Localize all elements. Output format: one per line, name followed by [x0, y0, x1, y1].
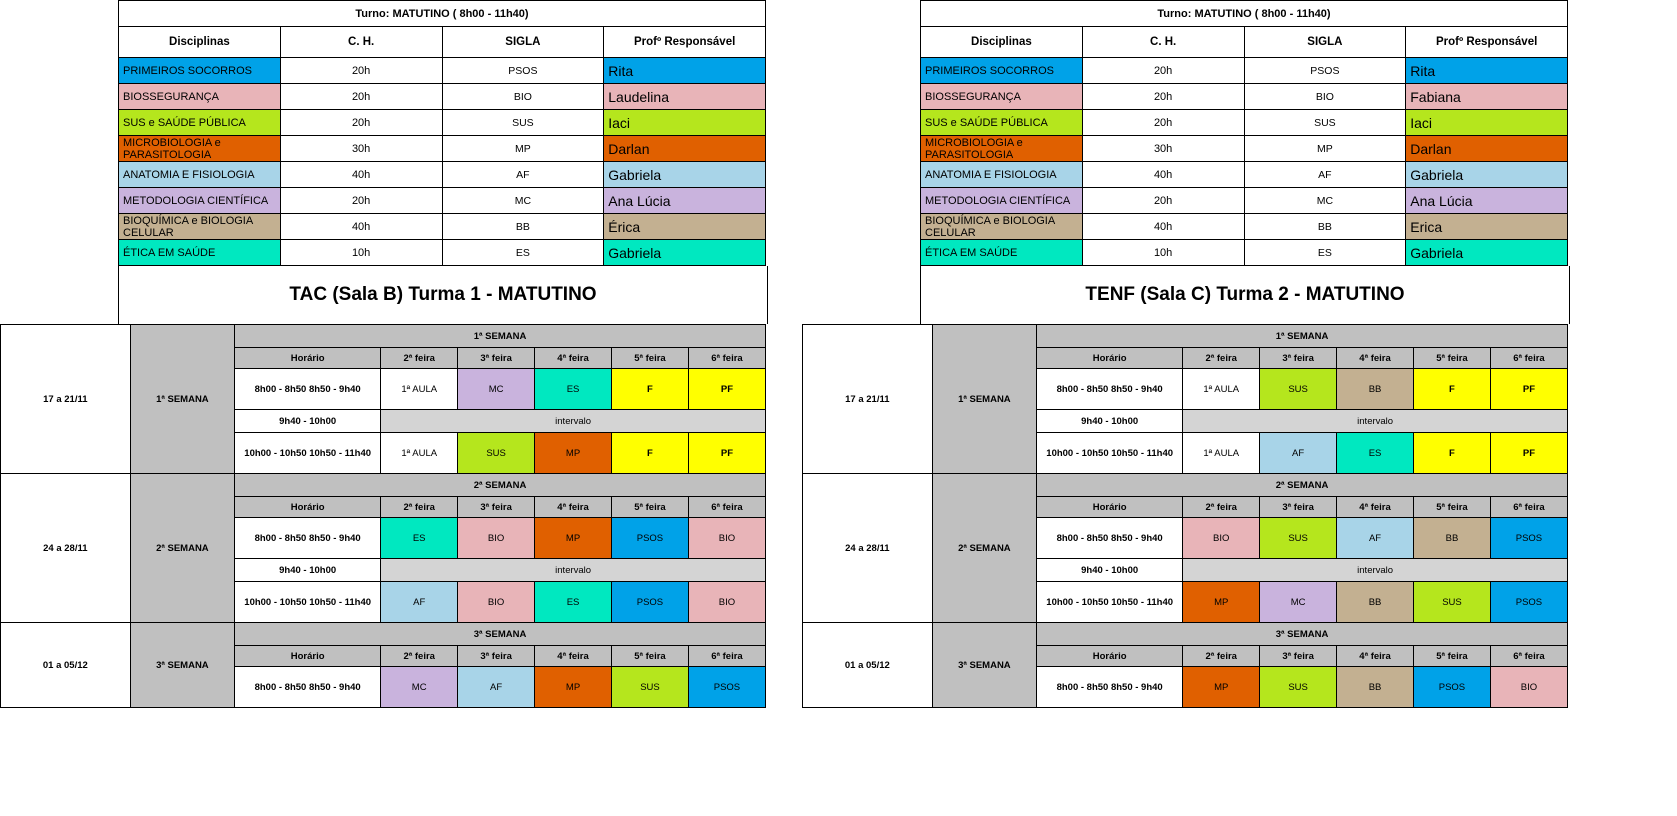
- schedule-cell: AF: [1260, 433, 1337, 474]
- schedule-cell: PSOS: [612, 582, 689, 623]
- week-banner-row: [1, 325, 766, 348]
- disciplina-name: BIOQUÍMICA e BIOLOGIA CELULAR: [119, 214, 281, 240]
- week-banner: 1ª SEMANA: [235, 325, 766, 348]
- week-banner: 2ª SEMANA: [1037, 474, 1568, 497]
- table-row: [921, 110, 1568, 136]
- schedule-cell: F: [1414, 369, 1491, 410]
- disciplina-prof: Iaci: [1406, 110, 1568, 136]
- disciplinas-header-cell: C. H.: [280, 27, 442, 58]
- disciplina-prof: Érica: [604, 214, 766, 240]
- day-header: Horário: [1037, 497, 1183, 518]
- week-date: 24 a 28/11: [1, 474, 131, 623]
- table-row: [119, 110, 766, 136]
- table-row: [921, 84, 1568, 110]
- week-date: 17 a 21/11: [1, 325, 131, 474]
- schedule-cell: SUS: [1260, 667, 1337, 708]
- day-header: 4ª feira: [535, 646, 612, 667]
- schedule-cell: PSOS: [1414, 667, 1491, 708]
- day-header: 5ª feira: [1414, 348, 1491, 369]
- disciplina-sigla: ES: [1244, 240, 1406, 266]
- schedule-cell: AF: [458, 667, 535, 708]
- time-slot-2: 10h00 - 10h50 10h50 - 11h40: [1037, 582, 1183, 623]
- disciplina-name: ANATOMIA E FISIOLOGIA: [921, 162, 1083, 188]
- day-header: 6ª feira: [1490, 348, 1567, 369]
- schedule-table: [802, 324, 1568, 708]
- disciplina-ch: 20h: [280, 84, 442, 110]
- day-header: 2ª feira: [381, 497, 458, 518]
- week-banner: 3ª SEMANA: [235, 623, 766, 646]
- day-header: Horário: [235, 646, 381, 667]
- schedule-cell: BIO: [688, 582, 765, 623]
- schedule-cell: MP: [1183, 582, 1260, 623]
- disciplinas-header-cell: Profº Responsável: [1406, 27, 1568, 58]
- week-banner-row: [803, 623, 1568, 646]
- disciplinas-header-cell: SIGLA: [442, 27, 604, 58]
- time-slot-1: 8h00 - 8h50 8h50 - 9h40: [1037, 667, 1183, 708]
- disciplina-prof: Gabriela: [1406, 162, 1568, 188]
- disciplinas-header-cell: C. H.: [1082, 27, 1244, 58]
- day-header: Horário: [235, 348, 381, 369]
- week-number: 1ª SEMANA: [130, 325, 234, 474]
- day-header: 6ª feira: [688, 646, 765, 667]
- table-row: [119, 84, 766, 110]
- schedule-cell: AF: [381, 582, 458, 623]
- day-header: Horário: [1037, 646, 1183, 667]
- week-number: 3ª SEMANA: [932, 623, 1036, 708]
- schedule-cell: SUS: [458, 433, 535, 474]
- schedule-cell: F: [612, 369, 689, 410]
- table-row: [921, 240, 1568, 266]
- week-banner: 1ª SEMANA: [1037, 325, 1568, 348]
- schedule-cell: AF: [1337, 518, 1414, 559]
- schedule-cell: SUS: [612, 667, 689, 708]
- disciplina-ch: 40h: [1082, 162, 1244, 188]
- disciplinas-header-cell: Disciplinas: [119, 27, 281, 58]
- disciplina-prof: Gabriela: [604, 162, 766, 188]
- disciplina-name: BIOSSEGURANÇA: [119, 84, 281, 110]
- table-row: [921, 188, 1568, 214]
- disciplina-prof: Darlan: [604, 136, 766, 162]
- schedule-cell: BIO: [688, 518, 765, 559]
- disciplina-name: ANATOMIA E FISIOLOGIA: [119, 162, 281, 188]
- disciplinas-table: [118, 0, 766, 266]
- day-header: 3ª feira: [1260, 497, 1337, 518]
- panel-turma-2: [844, 0, 1570, 708]
- intervalo-time: 9h40 - 10h00: [1037, 559, 1183, 582]
- day-header: 2ª feira: [1183, 646, 1260, 667]
- schedule-cell: BB: [1337, 667, 1414, 708]
- intervalo-time: 9h40 - 10h00: [235, 559, 381, 582]
- panel-turma-1: [42, 0, 768, 708]
- schedule-cell: ES: [381, 518, 458, 559]
- time-slot-2: 10h00 - 10h50 10h50 - 11h40: [1037, 433, 1183, 474]
- disciplina-ch: 20h: [280, 188, 442, 214]
- table-row: [921, 136, 1568, 162]
- week-banner: 2ª SEMANA: [235, 474, 766, 497]
- day-header: Horário: [1037, 348, 1183, 369]
- week-banner-row: [1, 474, 766, 497]
- schedule-cell: MC: [458, 369, 535, 410]
- schedule-cell: F: [612, 433, 689, 474]
- time-slot-2: 10h00 - 10h50 10h50 - 11h40: [235, 582, 381, 623]
- day-header: 4ª feira: [535, 497, 612, 518]
- disciplina-name: METODOLOGIA CIENTÍFICA: [921, 188, 1083, 214]
- disciplina-name: SUS e SAÚDE PÚBLICA: [119, 110, 281, 136]
- table-row: [119, 136, 766, 162]
- disciplina-ch: 20h: [280, 110, 442, 136]
- disciplina-prof: Ana Lúcia: [1406, 188, 1568, 214]
- day-header: 6ª feira: [688, 497, 765, 518]
- schedule-cell: MC: [381, 667, 458, 708]
- schedule-cell: BIO: [458, 518, 535, 559]
- day-header: 4ª feira: [1337, 646, 1414, 667]
- disciplina-sigla: MC: [1244, 188, 1406, 214]
- intervalo-label: intervalo: [381, 410, 766, 433]
- disciplina-ch: 20h: [1082, 110, 1244, 136]
- intervalo-time: 9h40 - 10h00: [235, 410, 381, 433]
- disciplina-name: PRIMEIROS SOCORROS: [921, 58, 1083, 84]
- week-number: 1ª SEMANA: [932, 325, 1036, 474]
- day-header: 4ª feira: [1337, 497, 1414, 518]
- disciplina-name: PRIMEIROS SOCORROS: [119, 58, 281, 84]
- disciplina-sigla: MP: [442, 136, 604, 162]
- disciplina-sigla: BB: [1244, 214, 1406, 240]
- day-header: 5ª feira: [612, 348, 689, 369]
- schedule-cell: PSOS: [612, 518, 689, 559]
- time-slot-1: 8h00 - 8h50 8h50 - 9h40: [1037, 518, 1183, 559]
- schedule-cell: PF: [688, 369, 765, 410]
- table-row: [921, 162, 1568, 188]
- disciplinas-header-cell: Disciplinas: [921, 27, 1083, 58]
- table-row: [119, 240, 766, 266]
- day-header: 3ª feira: [458, 348, 535, 369]
- day-header: 2ª feira: [1183, 497, 1260, 518]
- disciplina-name: ÉTICA EM SAÚDE: [921, 240, 1083, 266]
- disciplina-name: MICROBIOLOGIA e PARASITOLOGIA: [119, 136, 281, 162]
- schedule-cell: SUS: [1414, 582, 1491, 623]
- disciplina-prof: Iaci: [604, 110, 766, 136]
- day-header: 5ª feira: [612, 497, 689, 518]
- time-slot-1: 8h00 - 8h50 8h50 - 9h40: [235, 369, 381, 410]
- day-header: 6ª feira: [688, 348, 765, 369]
- day-header: 3ª feira: [1260, 348, 1337, 369]
- disciplinas-header-cell: SIGLA: [1244, 27, 1406, 58]
- schedule-cell: MC: [1260, 582, 1337, 623]
- disciplina-ch: 40h: [280, 214, 442, 240]
- schedule-cell: BIO: [1183, 518, 1260, 559]
- day-header: 2ª feira: [381, 348, 458, 369]
- time-slot-1: 8h00 - 8h50 8h50 - 9h40: [235, 518, 381, 559]
- time-slot-1: 8h00 - 8h50 8h50 - 9h40: [1037, 369, 1183, 410]
- disciplina-sigla: PSOS: [442, 58, 604, 84]
- turno-label: Turno: MATUTINO ( 8h00 - 11h40): [921, 1, 1568, 27]
- day-header: 5ª feira: [1414, 497, 1491, 518]
- schedule-cell: ES: [535, 369, 612, 410]
- schedule-cell: SUS: [1260, 369, 1337, 410]
- table-row: [921, 214, 1568, 240]
- intervalo-label: intervalo: [381, 559, 766, 582]
- week-date: 24 a 28/11: [803, 474, 933, 623]
- disciplina-ch: 40h: [280, 162, 442, 188]
- week-banner: 3ª SEMANA: [1037, 623, 1568, 646]
- day-header: 6ª feira: [1490, 497, 1567, 518]
- disciplina-ch: 40h: [1082, 214, 1244, 240]
- table-row: [119, 162, 766, 188]
- schedule-cell: PF: [1490, 433, 1567, 474]
- disciplina-prof: Laudelina: [604, 84, 766, 110]
- disciplina-ch: 10h: [1082, 240, 1244, 266]
- disciplina-sigla: SUS: [442, 110, 604, 136]
- schedule-cell: ES: [1337, 433, 1414, 474]
- table-row: [119, 58, 766, 84]
- turno-label: Turno: MATUTINO ( 8h00 - 11h40): [119, 1, 766, 27]
- schedule-cell: PSOS: [1490, 582, 1567, 623]
- day-header: 3ª feira: [1260, 646, 1337, 667]
- disciplina-name: METODOLOGIA CIENTÍFICA: [119, 188, 281, 214]
- schedule-cell: 1ª AULA: [381, 433, 458, 474]
- day-header: 6ª feira: [1490, 646, 1567, 667]
- schedule-cell: PSOS: [688, 667, 765, 708]
- day-header: 2ª feira: [1183, 348, 1260, 369]
- schedule-cell: BB: [1337, 582, 1414, 623]
- schedule-cell: BIO: [458, 582, 535, 623]
- disciplina-prof: Ana Lúcia: [604, 188, 766, 214]
- disciplina-sigla: MP: [1244, 136, 1406, 162]
- disciplina-prof: Fabiana: [1406, 84, 1568, 110]
- disciplina-name: SUS e SAÚDE PÚBLICA: [921, 110, 1083, 136]
- disciplina-ch: 20h: [1082, 84, 1244, 110]
- schedule-cell: ES: [535, 582, 612, 623]
- page-title: TAC (Sala B) Turma 1 - MATUTINO: [118, 266, 768, 324]
- disciplina-name: BIOQUÍMICA e BIOLOGIA CELULAR: [921, 214, 1083, 240]
- schedule-cell: MP: [535, 433, 612, 474]
- day-header: 5ª feira: [1414, 646, 1491, 667]
- week-number: 2ª SEMANA: [932, 474, 1036, 623]
- disciplina-sigla: BIO: [1244, 84, 1406, 110]
- table-row: [119, 188, 766, 214]
- week-date: 01 a 05/12: [803, 623, 933, 708]
- schedule-cell: MP: [535, 667, 612, 708]
- disciplina-sigla: BB: [442, 214, 604, 240]
- disciplina-name: MICROBIOLOGIA e PARASITOLOGIA: [921, 136, 1083, 162]
- table-row: [921, 58, 1568, 84]
- day-header: 3ª feira: [458, 646, 535, 667]
- schedule-table: [0, 324, 766, 708]
- disciplina-name: ÉTICA EM SAÚDE: [119, 240, 281, 266]
- day-header: Horário: [235, 497, 381, 518]
- week-date: 17 a 21/11: [803, 325, 933, 474]
- week-banner-row: [803, 474, 1568, 497]
- time-slot-1: 8h00 - 8h50 8h50 - 9h40: [235, 667, 381, 708]
- schedule-cell: PSOS: [1490, 518, 1567, 559]
- disciplina-sigla: AF: [442, 162, 604, 188]
- intervalo-time: 9h40 - 10h00: [1037, 410, 1183, 433]
- disciplina-prof: Gabriela: [1406, 240, 1568, 266]
- schedule-cell: 1ª AULA: [381, 369, 458, 410]
- disciplina-prof: Darlan: [1406, 136, 1568, 162]
- schedule-cell: 1ª AULA: [1183, 433, 1260, 474]
- table-row: [119, 214, 766, 240]
- schedule-cell: F: [1414, 433, 1491, 474]
- disciplina-sigla: PSOS: [1244, 58, 1406, 84]
- schedule-cell: BIO: [1490, 667, 1567, 708]
- disciplina-ch: 20h: [280, 58, 442, 84]
- disciplina-ch: 20h: [1082, 58, 1244, 84]
- disciplina-prof: Gabriela: [604, 240, 766, 266]
- disciplina-prof: Erica: [1406, 214, 1568, 240]
- schedule-cell: BB: [1337, 369, 1414, 410]
- disciplina-sigla: BIO: [442, 84, 604, 110]
- disciplinas-header-cell: Profº Responsável: [604, 27, 766, 58]
- schedule-cell: BB: [1414, 518, 1491, 559]
- intervalo-label: intervalo: [1183, 410, 1568, 433]
- schedule-cell: MP: [1183, 667, 1260, 708]
- disciplina-sigla: ES: [442, 240, 604, 266]
- day-header: 3ª feira: [458, 497, 535, 518]
- disciplina-ch: 10h: [280, 240, 442, 266]
- day-header: 4ª feira: [535, 348, 612, 369]
- week-banner-row: [803, 325, 1568, 348]
- day-header: 4ª feira: [1337, 348, 1414, 369]
- schedule-cell: MP: [535, 518, 612, 559]
- schedule-cell: SUS: [1260, 518, 1337, 559]
- schedule-cell: PF: [688, 433, 765, 474]
- disciplina-name: BIOSSEGURANÇA: [921, 84, 1083, 110]
- day-header: 2ª feira: [381, 646, 458, 667]
- intervalo-label: intervalo: [1183, 559, 1568, 582]
- page-title: TENF (Sala C) Turma 2 - MATUTINO: [920, 266, 1570, 324]
- disciplina-ch: 20h: [1082, 188, 1244, 214]
- week-banner-row: [1, 623, 766, 646]
- disciplina-sigla: SUS: [1244, 110, 1406, 136]
- day-header: 5ª feira: [612, 646, 689, 667]
- week-number: 3ª SEMANA: [130, 623, 234, 708]
- time-slot-2: 10h00 - 10h50 10h50 - 11h40: [235, 433, 381, 474]
- disciplina-sigla: MC: [442, 188, 604, 214]
- schedule-cell: PF: [1490, 369, 1567, 410]
- disciplina-prof: Rita: [604, 58, 766, 84]
- week-date: 01 a 05/12: [1, 623, 131, 708]
- week-number: 2ª SEMANA: [130, 474, 234, 623]
- disciplinas-table: [920, 0, 1568, 266]
- schedule-cell: 1ª AULA: [1183, 369, 1260, 410]
- disciplina-sigla: AF: [1244, 162, 1406, 188]
- disciplina-ch: 30h: [280, 136, 442, 162]
- disciplina-ch: 30h: [1082, 136, 1244, 162]
- disciplina-prof: Rita: [1406, 58, 1568, 84]
